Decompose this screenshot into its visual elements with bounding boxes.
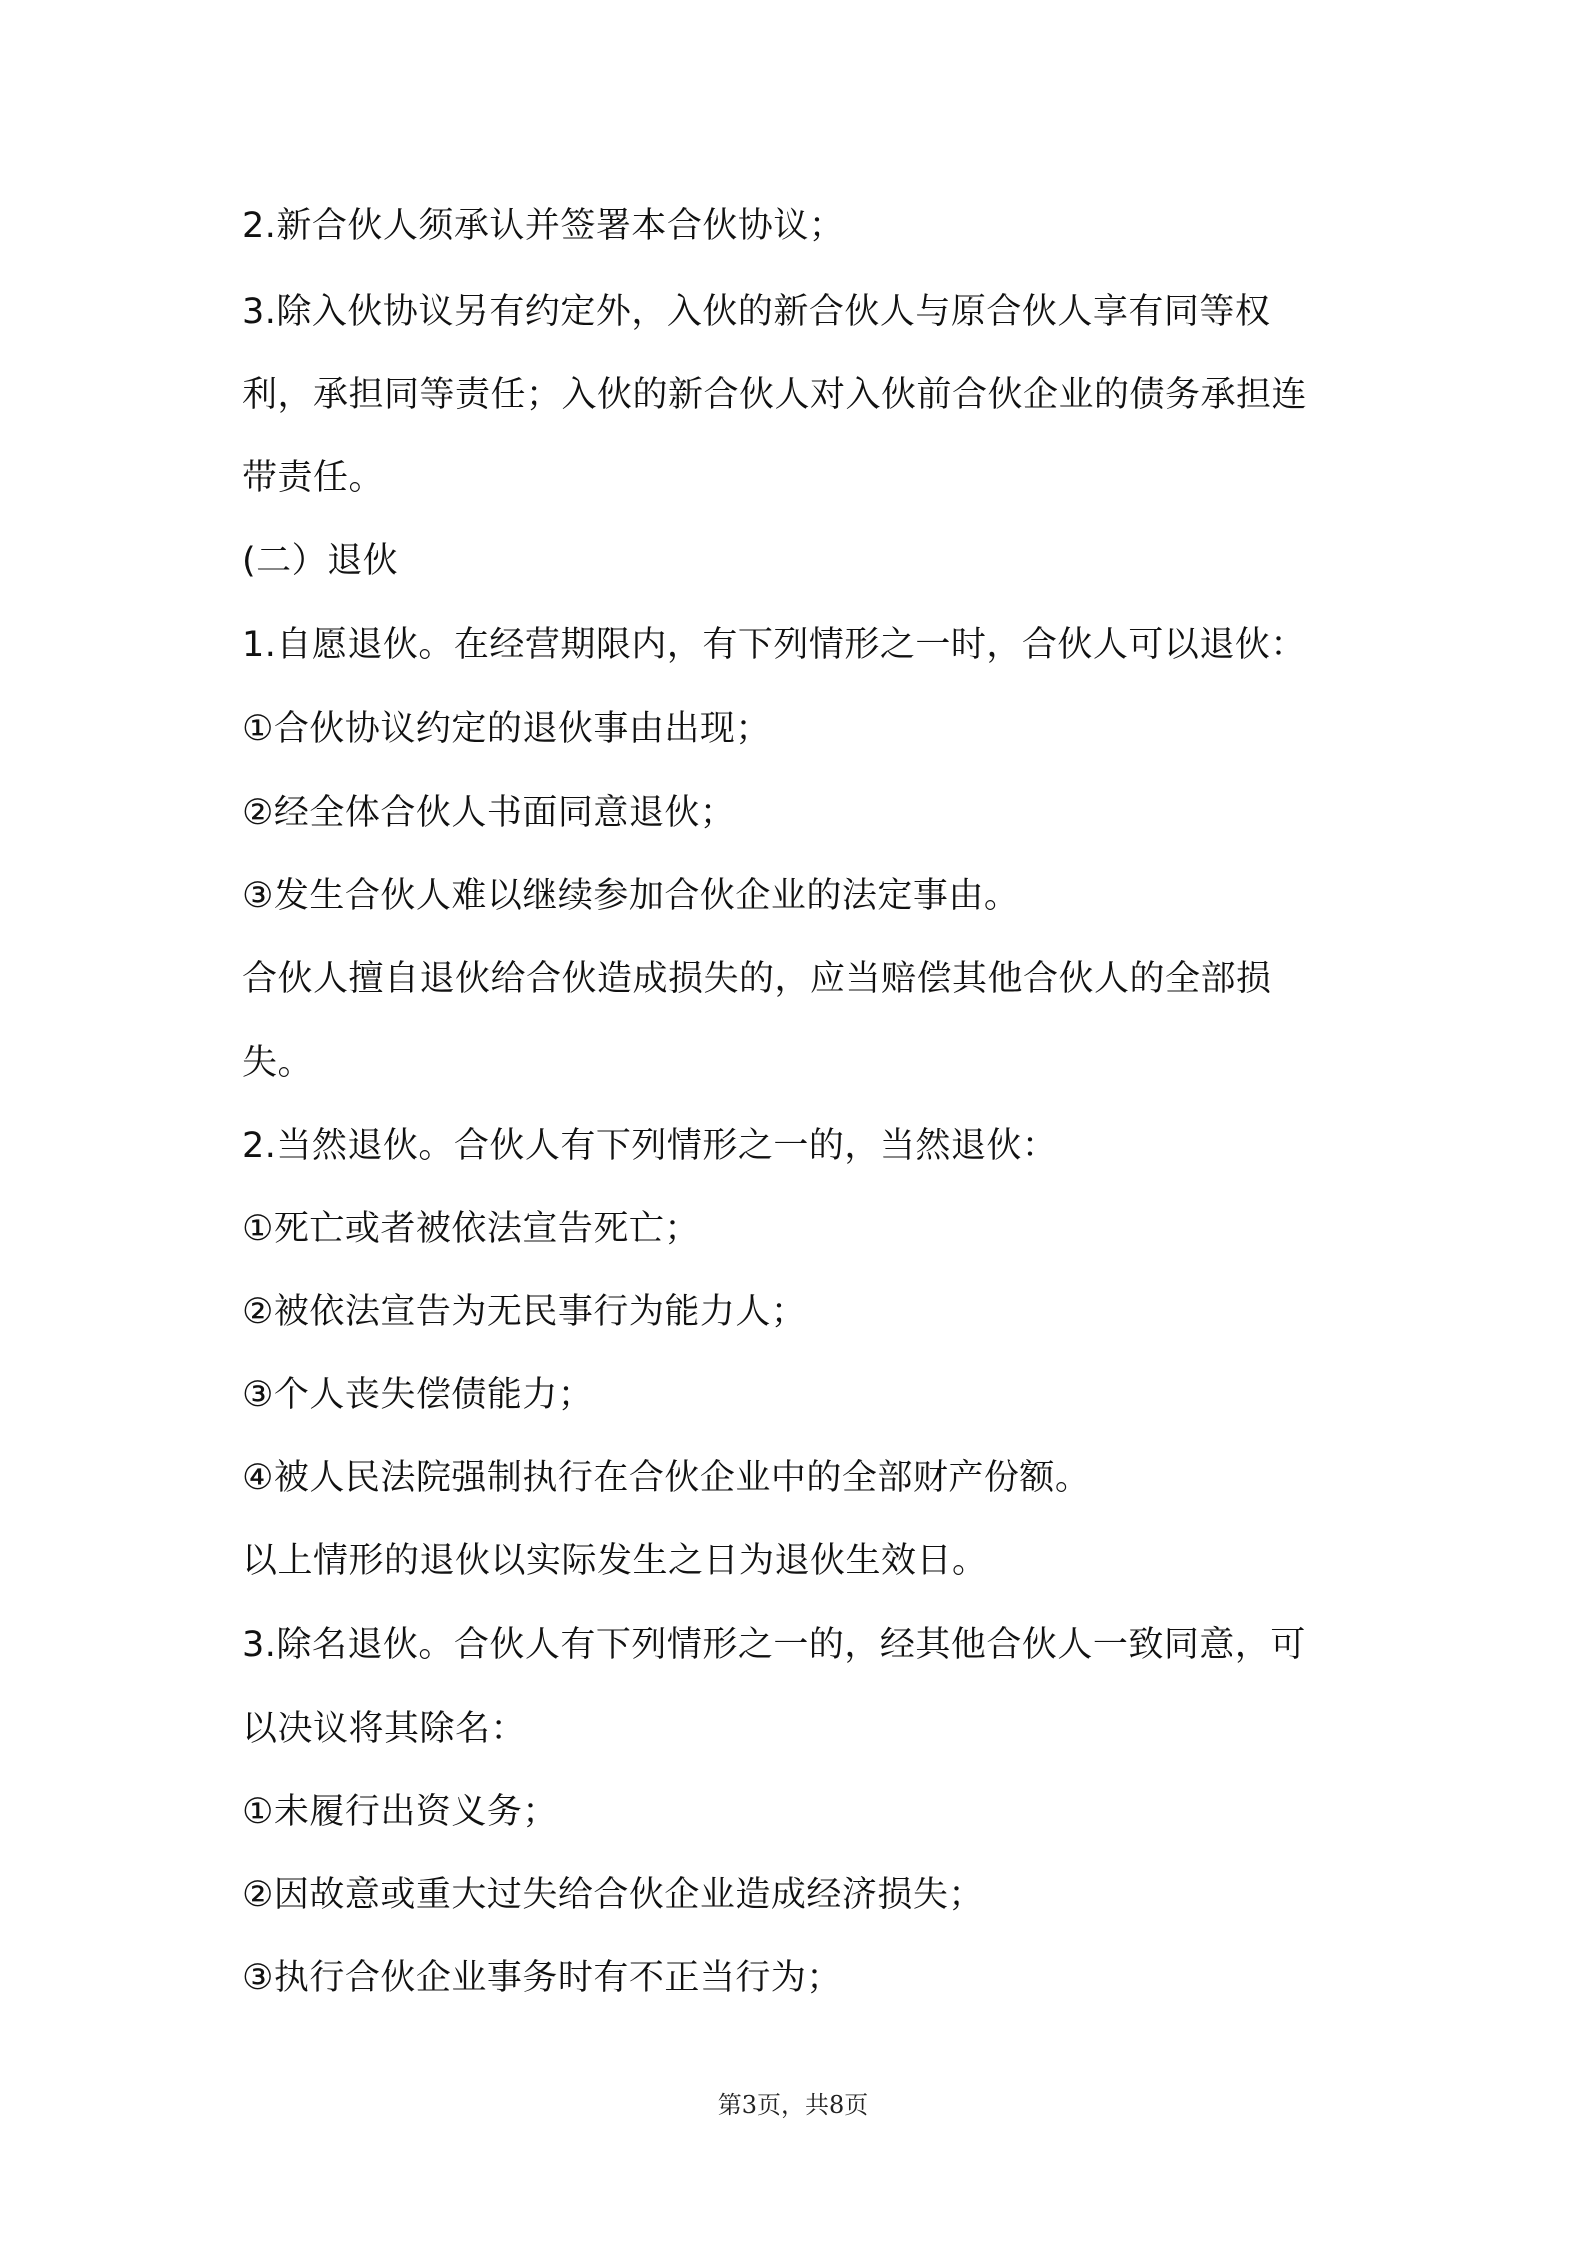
list-item: ①死亡或者被依法宣告死亡； (242, 1209, 700, 1249)
page-number: 第3页，共8页 (717, 2091, 869, 2119)
list-item: ④被人民法院强制执行在合伙企业中的全部财产份额。 (242, 1458, 1091, 1498)
text-line: 合伙人擅自退伙给合伙造成损失的，应当赔偿其他合伙人的全部损 (242, 959, 1272, 999)
text-line: 1.自愿退伙。在经营期限内，有下列情形之一时，合伙人可以退伙： (242, 625, 1306, 665)
list-item: ③发生合伙人难以继续参加合伙企业的法定事由。 (242, 876, 1020, 916)
text-line: 2.当然退伙。合伙人有下列情形之一的，当然退伙： (242, 1126, 1058, 1166)
text-line: 以上情形的退伙以实际发生之日为退伙生效日。 (242, 1541, 988, 1581)
list-item: ③执行合伙企业事务时有不正当行为； (242, 1958, 842, 1998)
text-line: 2.新合伙人须承认并签署本合伙协议； (242, 206, 845, 246)
list-item: ①合伙协议约定的退伙事由出现； (242, 709, 771, 749)
list-item: ②因故意或重大过失给合伙企业造成经济损失； (242, 1875, 984, 1915)
list-item: ③个人丧失偿债能力； (242, 1375, 594, 1415)
text-line: 带责任。 (242, 458, 385, 498)
list-item: ①未履行出资义务； (242, 1792, 558, 1832)
list-item: ②被依法宣告为无民事行为能力人； (242, 1292, 807, 1332)
list-item: ②经全体合伙人书面同意退伙； (242, 793, 736, 833)
text-line: 3.除名退伙。合伙人有下列情形之一的，经其他合伙人一致同意，可 (242, 1625, 1306, 1665)
text-line: 3.除入伙协议另有约定外，入伙的新合伙人与原合伙人享有同等权 (242, 292, 1271, 332)
text-line: 以决议将其除名： (242, 1709, 527, 1749)
text-line: 失。 (242, 1043, 314, 1083)
text-line: 利，承担同等责任；入伙的新合伙人对入伙前合伙企业的债务承担连 (242, 375, 1308, 415)
section-heading: (二）退伙 (242, 541, 399, 581)
